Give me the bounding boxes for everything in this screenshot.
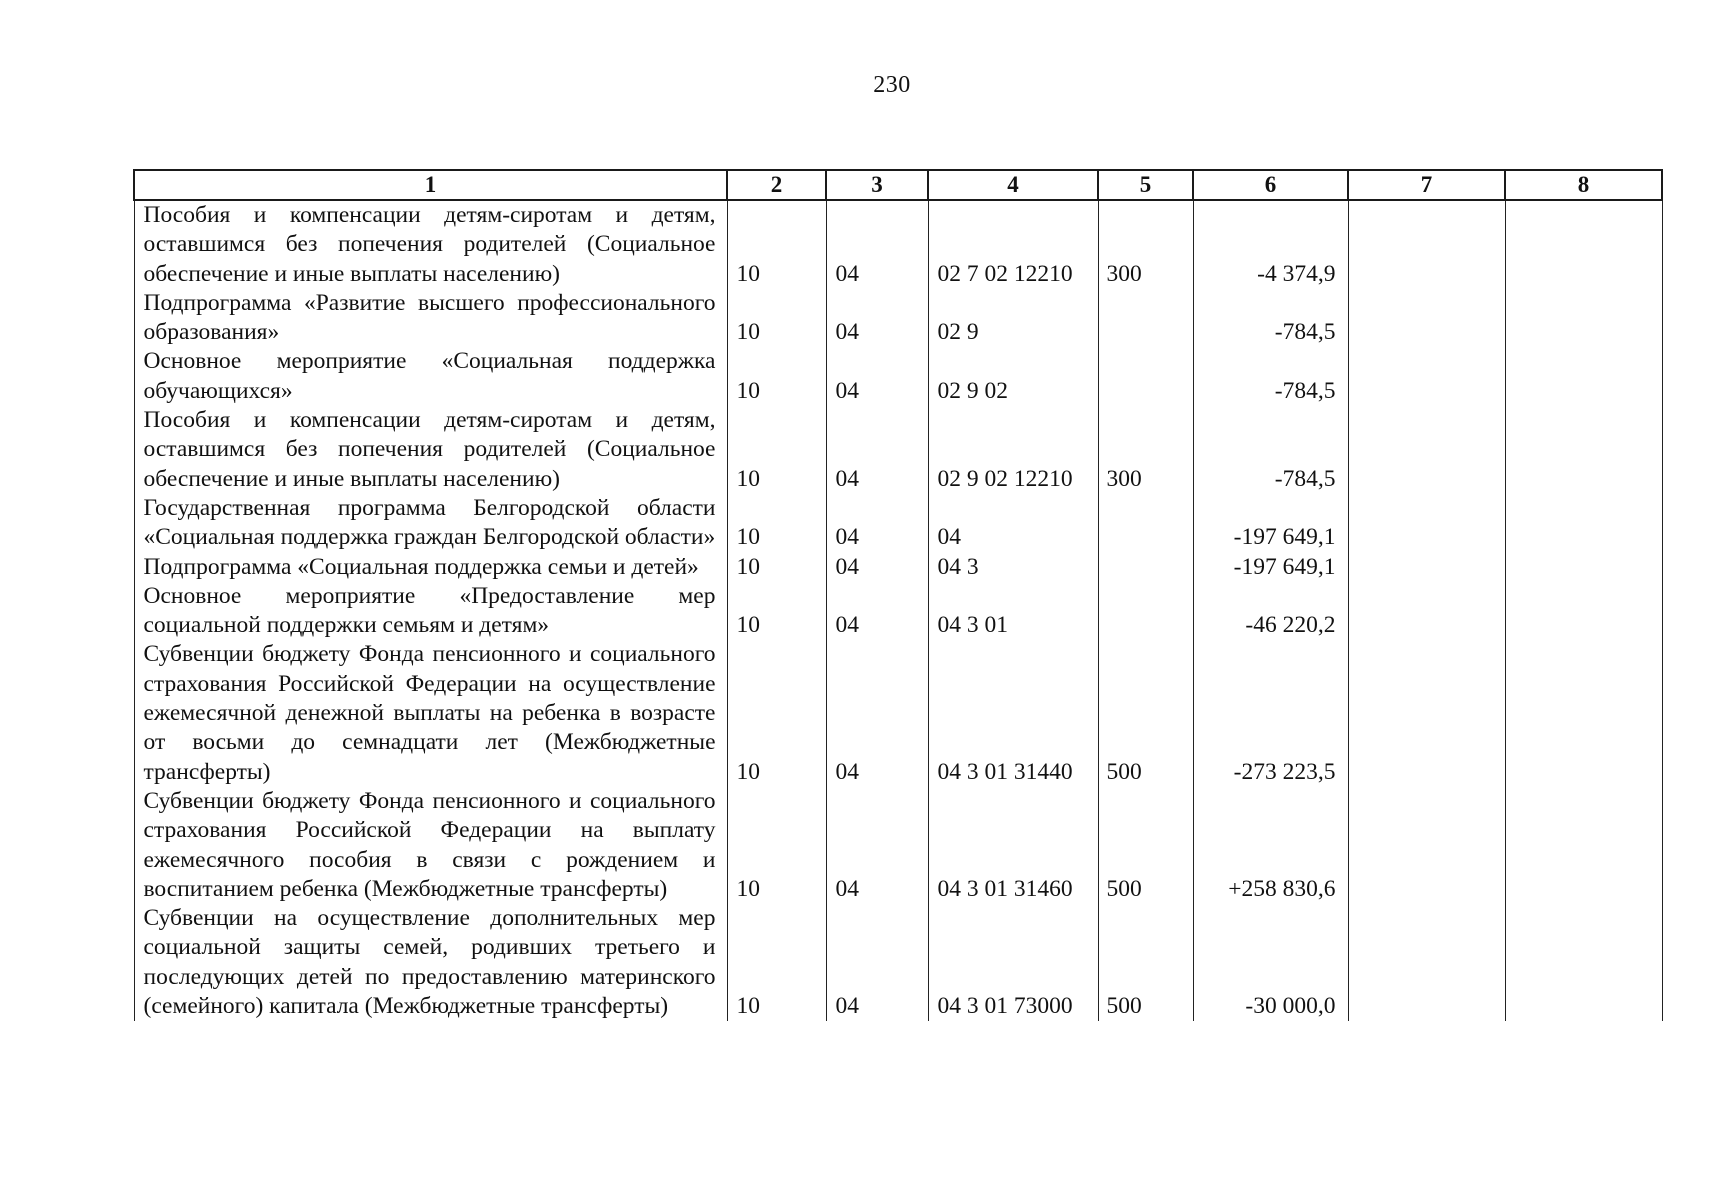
column-8-value bbox=[1505, 289, 1662, 348]
expense-name: Пособия и компенсации детям-сиротам и детям, оставшимся без попечения родителей (Социальное обеспечение и иные выплаты населению) bbox=[134, 200, 727, 289]
column-8-value bbox=[1505, 494, 1662, 553]
expense-name: Субвенции бюджету Фонда пенсионного и социального страхования Российской Федерации на выплату ежемесячного пособия в связи с рождением и воспитанием ребенка (Межбюджетные трансферты) bbox=[134, 787, 727, 904]
table-row bbox=[134, 640, 1662, 786]
column-header-4: 4 bbox=[928, 170, 1098, 200]
section-code: 10 bbox=[727, 640, 826, 786]
column-7-value bbox=[1348, 582, 1505, 641]
header-row bbox=[134, 170, 1662, 200]
column-7-value bbox=[1348, 640, 1505, 786]
column-7-value bbox=[1348, 553, 1505, 582]
expense-type-code: 500 bbox=[1098, 787, 1193, 904]
subsection-code: 04 bbox=[826, 289, 928, 348]
section-code: 10 bbox=[727, 787, 826, 904]
expense-name: Основное мероприятие «Социальная поддержка обучающихся» bbox=[134, 347, 727, 406]
column-8-value bbox=[1505, 347, 1662, 406]
target-article-code: 02 9 02 bbox=[928, 347, 1098, 406]
target-article-code: 04 bbox=[928, 494, 1098, 553]
budget-table bbox=[133, 169, 1663, 1021]
subsection-code: 04 bbox=[826, 640, 928, 786]
section-code: 10 bbox=[727, 289, 826, 348]
column-header-1: 1 bbox=[134, 170, 727, 200]
expense-type-code: 500 bbox=[1098, 904, 1193, 1021]
amount-value: -784,5 bbox=[1193, 347, 1348, 406]
subsection-code: 04 bbox=[826, 494, 928, 553]
expense-type-code: 300 bbox=[1098, 406, 1193, 494]
column-header-3: 3 bbox=[826, 170, 928, 200]
column-8-value bbox=[1505, 200, 1662, 289]
target-article-code: 02 9 02 12210 bbox=[928, 406, 1098, 494]
section-code: 10 bbox=[727, 553, 826, 582]
page-number: 230 bbox=[873, 72, 911, 98]
table-row bbox=[134, 406, 1662, 494]
column-header-5: 5 bbox=[1098, 170, 1193, 200]
expense-type-code: 300 bbox=[1098, 200, 1193, 289]
expense-type-code bbox=[1098, 347, 1193, 406]
expense-type-code bbox=[1098, 582, 1193, 641]
column-7-value bbox=[1348, 200, 1505, 289]
subsection-code: 04 bbox=[826, 200, 928, 289]
target-article-code: 04 3 01 73000 bbox=[928, 904, 1098, 1021]
amount-value: -197 649,1 bbox=[1193, 494, 1348, 553]
column-header-2: 2 bbox=[727, 170, 826, 200]
table-row bbox=[134, 494, 1662, 553]
table-row bbox=[134, 582, 1662, 641]
column-8-value bbox=[1505, 553, 1662, 582]
subsection-code: 04 bbox=[826, 787, 928, 904]
column-8-value bbox=[1505, 406, 1662, 494]
section-code: 10 bbox=[727, 406, 826, 494]
expense-name: Субвенции на осуществление дополнительных мер социальной защиты семей, родивших третьего и последующих детей по предоставлению материнского (семейного) капитала (Межбюджетные трансферты) bbox=[134, 904, 727, 1021]
section-code: 10 bbox=[727, 494, 826, 553]
subsection-code: 04 bbox=[826, 347, 928, 406]
column-7-value bbox=[1348, 289, 1505, 348]
table-header bbox=[134, 170, 1662, 200]
amount-value: +258 830,6 bbox=[1193, 787, 1348, 904]
target-article-code: 04 3 01 bbox=[928, 582, 1098, 641]
target-article-code: 04 3 01 31440 bbox=[928, 640, 1098, 786]
column-7-value bbox=[1348, 406, 1505, 494]
expense-name: Государственная программа Белгородской области «Социальная поддержка граждан Белгородской области» bbox=[134, 494, 727, 553]
subsection-code: 04 bbox=[826, 904, 928, 1021]
section-code: 10 bbox=[727, 582, 826, 641]
expense-name: Пособия и компенсации детям-сиротам и детям, оставшимся без попечения родителей (Социальное обеспечение и иные выплаты населению) bbox=[134, 406, 727, 494]
expense-type-code: 500 bbox=[1098, 640, 1193, 786]
amount-value: -273 223,5 bbox=[1193, 640, 1348, 786]
expense-name: Субвенции бюджету Фонда пенсионного и социального страхования Российской Федерации на осуществление ежемесячной денежной выплаты на ребенка в возрасте от восьми до семнадцати лет (Межбюджетные трансферты) bbox=[134, 640, 727, 786]
table-row bbox=[134, 553, 1662, 582]
column-7-value bbox=[1348, 347, 1505, 406]
table-row bbox=[134, 787, 1662, 904]
expense-type-code bbox=[1098, 289, 1193, 348]
expense-type-code bbox=[1098, 553, 1193, 582]
column-header-8: 8 bbox=[1505, 170, 1662, 200]
section-code: 10 bbox=[727, 347, 826, 406]
target-article-code: 02 9 bbox=[928, 289, 1098, 348]
expense-type-code bbox=[1098, 494, 1193, 553]
target-article-code: 02 7 02 12210 bbox=[928, 200, 1098, 289]
expense-name: Подпрограмма «Развитие высшего профессионального образования» bbox=[134, 289, 727, 348]
column-7-value bbox=[1348, 787, 1505, 904]
target-article-code: 04 3 01 31460 bbox=[928, 787, 1098, 904]
subsection-code: 04 bbox=[826, 406, 928, 494]
expense-name: Основное мероприятие «Предоставление мер социальной поддержки семьям и детям» bbox=[134, 582, 727, 641]
amount-value: -784,5 bbox=[1193, 406, 1348, 494]
column-8-value bbox=[1505, 904, 1662, 1021]
table-row bbox=[134, 200, 1662, 289]
table-row bbox=[134, 289, 1662, 348]
amount-value: -4 374,9 bbox=[1193, 200, 1348, 289]
section-code: 10 bbox=[727, 904, 826, 1021]
subsection-code: 04 bbox=[826, 553, 928, 582]
column-8-value bbox=[1505, 582, 1662, 641]
amount-value: -30 000,0 bbox=[1193, 904, 1348, 1021]
column-header-7: 7 bbox=[1348, 170, 1505, 200]
table-row bbox=[134, 904, 1662, 1021]
table-body bbox=[134, 200, 1662, 1021]
table-row bbox=[134, 347, 1662, 406]
column-8-value bbox=[1505, 640, 1662, 786]
column-8-value bbox=[1505, 787, 1662, 904]
expense-name: Подпрограмма «Социальная поддержка семьи и детей» bbox=[134, 553, 727, 582]
column-7-value bbox=[1348, 904, 1505, 1021]
target-article-code: 04 3 bbox=[928, 553, 1098, 582]
amount-value: -46 220,2 bbox=[1193, 582, 1348, 641]
column-7-value bbox=[1348, 494, 1505, 553]
column-header-6: 6 bbox=[1193, 170, 1348, 200]
section-code: 10 bbox=[727, 200, 826, 289]
amount-value: -784,5 bbox=[1193, 289, 1348, 348]
subsection-code: 04 bbox=[826, 582, 928, 641]
amount-value: -197 649,1 bbox=[1193, 553, 1348, 582]
